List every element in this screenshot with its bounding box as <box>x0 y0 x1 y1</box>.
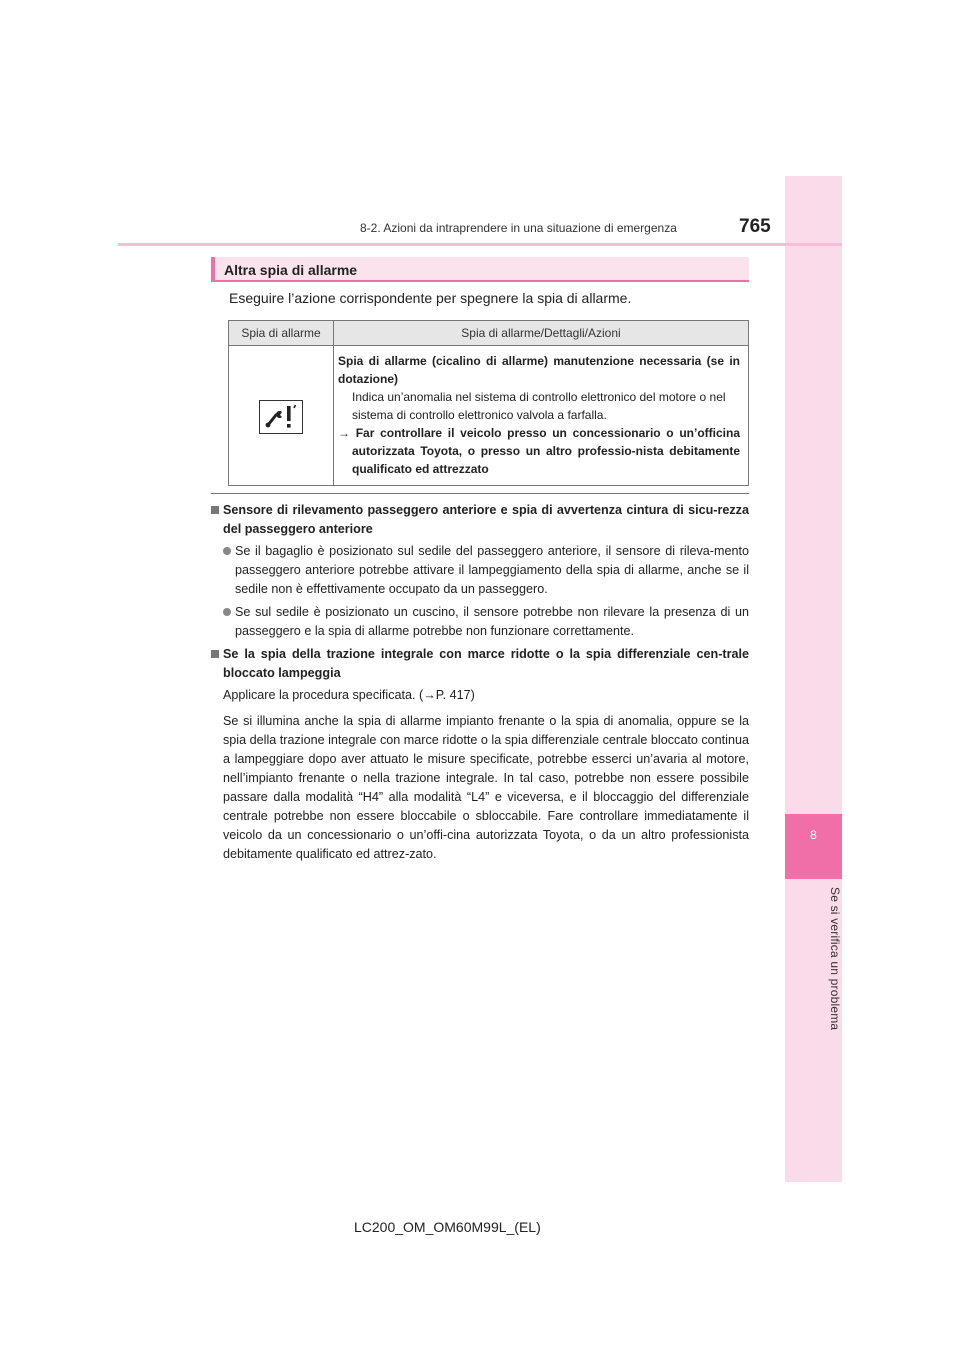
page-number: 765 <box>739 216 771 237</box>
table-header-row <box>229 321 749 346</box>
note-heading-text: Sensore di rilevamento passeggero anteriore e spia di avvertenza cintura di sicu-rezza del passeggero anteriore <box>223 503 749 536</box>
section-title: Altra spia di allarme <box>224 262 358 278</box>
document-code: LC200_OM_OM60M99L_(EL) <box>354 1219 541 1235</box>
notes-divider <box>211 493 749 494</box>
square-bullet-icon <box>211 650 219 658</box>
chapter-number: 8 <box>810 828 817 842</box>
details-cell <box>334 346 749 486</box>
list-item <box>211 542 749 599</box>
list-item-text: Se il bagaglio è posizionato sul sedile del passeggero anteriore, il sensore di rileva-mento passeggero anteriore potrebbe attivare il lampeggiamento della spia di allarme, anche se il sedile non è effettivamente occupato da un passeggero. <box>235 544 749 596</box>
note-paragraph: Applicare la procedura specificata. (→P. 417) <box>223 688 475 702</box>
section-title-accent <box>211 257 215 282</box>
section-heading: 8-2. Azioni da intraprendere in una situazione di emergenza <box>360 221 677 235</box>
note-heading-text: Se la spia della trazione integrale con marce ridotte o la spia differenziale cen-trale bloccato lampeggia <box>223 647 749 680</box>
notes-section <box>211 501 749 871</box>
header-divider <box>118 243 842 246</box>
warning-title: Spia di allarme (cicalino di allarme) manutenzione necessaria (se in dotazione) <box>338 354 740 386</box>
bullet-icon <box>223 608 231 616</box>
arrow-icon: → <box>338 426 350 440</box>
warning-action <box>338 424 740 478</box>
warning-action-text: Far controllare il veicolo presso un concessionario o un’officina autorizzata Toyota, o presso un altro professio-nista debitamente qualificato ed attrezzato <box>352 426 740 476</box>
chapter-title: Se si verifica un problema <box>828 887 842 1031</box>
list-item-text: Se sul sedile è posizionato un cuscino, il sensore potrebbe non rilevare la presenza di un passeggero e la spia di allarme potrebbe non funzionare correttamente. <box>235 605 749 638</box>
square-bullet-icon <box>211 506 219 514</box>
intro-text: Eseguire l’azione corrispondente per spegnere la spia di allarme. <box>229 290 632 306</box>
warning-detail: Indica un’anomalia nel sistema di controllo elettronico del motore o nel sistema di controllo elettronico valvola a farfalla. <box>352 390 726 422</box>
maintenance-required-warning-icon <box>259 400 303 434</box>
warning-table <box>228 320 749 486</box>
note-heading <box>211 501 749 539</box>
chapter-tab[interactable] <box>785 814 842 879</box>
note-heading <box>211 645 749 683</box>
bullet-icon <box>223 547 231 555</box>
list-item <box>211 603 749 641</box>
lamp-cell <box>229 346 334 486</box>
column-header-details: Spia di allarme/Dettagli/Azioni <box>334 321 749 346</box>
note-paragraph: Se si illumina anche la spia di allarme impianto frenante o la spia di anomalia, oppure se la spia della trazione integrale con marce ridotte o la spia differenziale centrale bloccato continua a lampeggiare dopo aver attuato le misure specificate, potrebbe esserci un’avaria al motore, nell’impianto frenante o nella trazione integrale. In tal caso, potrebbe non essere possibile passare dalla modalità “H4” alla modalità “L4” e viceversa, e il bloccaggio del differenziale centrale potrebbe non essere bloccabile o sbloccabile. Fare controllare immediatamente il veicolo da un concessionario o un’offi-cina autorizzata Toyota, o da un altro professionista debitamente qualificato ed attrez-zato. <box>223 714 749 861</box>
column-header-lamp: Spia di allarme <box>229 321 334 346</box>
table-row <box>229 346 749 486</box>
